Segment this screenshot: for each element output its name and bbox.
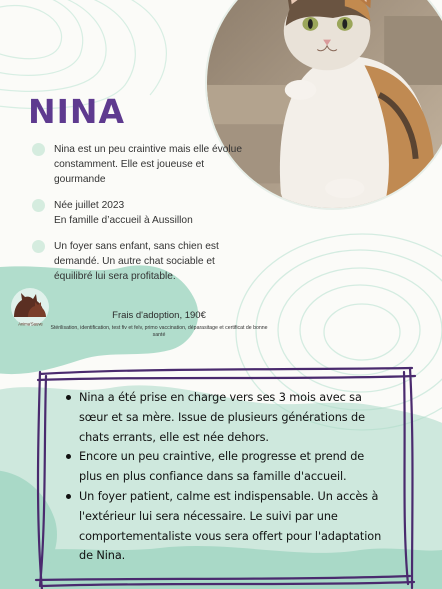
adoption-fee: Frais d'adoption, 190€: [112, 310, 206, 321]
story-text: Nina a été prise en charge vers ses 3 mois avec sa sœur et sa mère. Issue de plusieurs générations de chats errants, elle est née dehors.: [79, 391, 365, 444]
adoption-fee-details: Stérilisation, identification, test fiv et felv, primo vaccination, déparasitage et certificat de bonne santé: [50, 325, 268, 338]
story-item: [64, 487, 384, 566]
fact-line-foster: En famille d’accueil à Aussillon: [54, 215, 193, 226]
fact-text: [54, 239, 247, 284]
story-text: Encore un peu craintive, elle progresse et prend de plus en plus confiance dans sa famille d'accueil.: [79, 450, 365, 484]
black-bullet-icon: [66, 395, 71, 400]
story-item: [64, 447, 384, 487]
fact-item-home-requirements: [32, 239, 247, 284]
fact-item-birth-foster: [32, 198, 247, 228]
black-bullet-icon: [66, 454, 71, 459]
story-item: [64, 388, 384, 447]
black-bullet-icon: [66, 494, 71, 499]
cat-name-title: NINA: [28, 92, 126, 131]
mint-bullet-icon: [32, 240, 45, 253]
mint-bullet-icon: [32, 199, 45, 212]
story-text: Un foyer patient, calme est indispensable. Un accès à l'extérieur lui sera nécessaire. Le suivi par une comportementaliste vous sera offert pour l'adaptation de Nina.: [79, 489, 382, 563]
facts-list: [32, 142, 247, 295]
fact-line: Nina est un peu craintive mais elle évolue constamment. Elle est joueuse et gourmande: [54, 144, 243, 185]
logo-text: Anima'Sauve: [18, 321, 43, 327]
fact-text: [54, 198, 247, 228]
fact-text: [54, 142, 247, 187]
adoption-info: [44, 310, 274, 339]
story-section: [64, 388, 384, 566]
mint-bullet-icon: [32, 143, 45, 156]
fact-line: Un foyer sans enfant, sans chien est demandé. Un autre chat sociable et équilibré lui sera profitable.: [54, 241, 219, 282]
story-list: [64, 388, 384, 566]
fact-line-birth: Née juillet 2023: [54, 200, 125, 211]
fact-item-temperament: [32, 142, 247, 187]
